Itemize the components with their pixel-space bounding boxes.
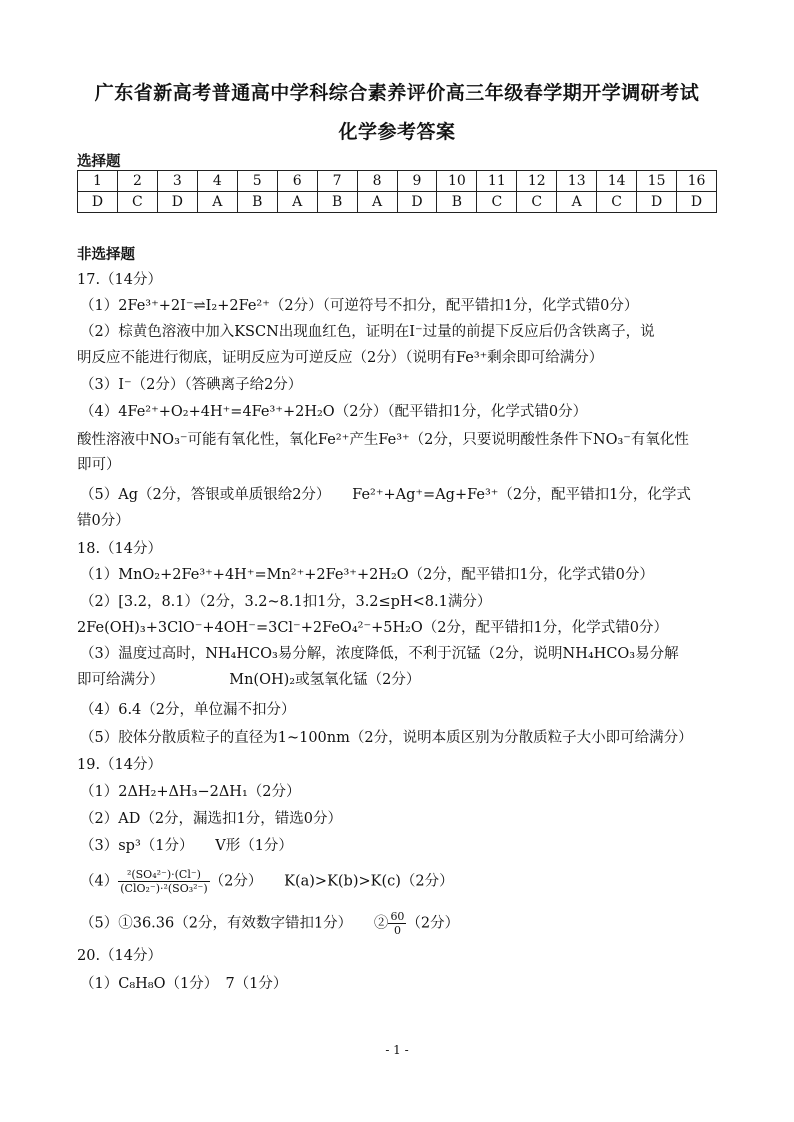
answer-table-answer-row [78, 192, 717, 213]
question-number-cell: 2 [117, 171, 157, 192]
q17-line: （3）I⁻（2分）（答碘离子给2分） [80, 377, 303, 393]
answer-cell: C [517, 192, 557, 213]
q19-line-fraction [80, 910, 730, 937]
answer-cell: D [677, 192, 717, 213]
page-subtitle: 化学参考答案 [338, 121, 456, 143]
q17-line: 酸性溶液中NO₃⁻可能有氧化性，氧化Fe²⁺产生Fe³⁺（2分，只要说明酸性条件下NO₃⁻有氧化性 [77, 432, 689, 448]
answer-cell: A [557, 192, 597, 213]
question-number-cell: 11 [477, 171, 517, 192]
q18-heading: 18.（14分） [77, 541, 163, 557]
q18-line: （3）温度过高时，NH₄HCO₃易分解，浓度降低，不利于沉锰（2分，说明NH₄HCO₃易分解 [80, 646, 679, 662]
question-number-cell: 15 [637, 171, 677, 192]
question-number-cell: 9 [397, 171, 437, 192]
answer-cell: D [157, 192, 197, 213]
question-number-cell: 14 [597, 171, 637, 192]
answer-cell: B [317, 192, 357, 213]
answer-cell: C [477, 192, 517, 213]
q19-line: （3）sp³（1分） V形（1分） [80, 838, 293, 854]
q19-5-text: （5）①36.36（2分，有效数字错扣1分） ② [80, 915, 389, 932]
q19-4-label: （4） [80, 873, 119, 890]
nonchoice-section-heading: 非选择题 [77, 246, 135, 263]
answer-cell: D [637, 192, 677, 213]
fraction-denominator: (ClO₂⁻)·²(SO₃²⁻) [120, 882, 208, 895]
equilibrium-constant-fraction [118, 868, 209, 895]
answer-cell: D [78, 192, 118, 213]
q18-line: （2）[3.2，8.1）（2分，3.2~8.1扣1分，3.2≤pH<8.1满分） [80, 594, 492, 610]
question-number-cell: 4 [197, 171, 237, 192]
fraction-denominator: 0 [393, 924, 401, 937]
answer-cell: B [437, 192, 477, 213]
answer-cell: B [237, 192, 277, 213]
answer-cell: A [357, 192, 397, 213]
answer-cell: C [597, 192, 637, 213]
q19-line-fraction [80, 868, 730, 895]
q18-line: （4）6.4（2分，单位漏不扣分） [80, 702, 296, 718]
q17-line: （5）Ag（2分，答银或单质银给2分） Fe²⁺+Ag⁺=Ag+Fe³⁺（2分，配平错扣1分，化学式 [80, 487, 691, 503]
question-number-cell: 12 [517, 171, 557, 192]
question-number-cell: 16 [677, 171, 717, 192]
question-number-cell: 1 [78, 171, 118, 192]
q19-4-text: （2分） K(a)>K(b)>K(c)（2分） [209, 873, 454, 890]
page-title: 广东省新高考普通高中学科综合素养评价高三年级春学期开学调研考试 [94, 82, 700, 104]
q20-line: （1）C₈H₈O（1分） 7（1分） [80, 976, 288, 992]
q17-line: 即可） [77, 457, 121, 473]
question-number-cell: 6 [277, 171, 317, 192]
fraction-numerator: 60 [390, 910, 405, 923]
q17-line: （1）2Fe³⁺+2I⁻⇌I₂+2Fe²⁺（2分）（可逆符号不扣分，配平错扣1分，化学式错0分） [80, 298, 639, 314]
question-number-cell: 13 [557, 171, 597, 192]
q19-line: （2）AD（2分，漏选扣1分，错选0分） [80, 811, 342, 827]
question-number-cell: 10 [437, 171, 477, 192]
answer-cell: A [197, 192, 237, 213]
q20-heading: 20.（14分） [77, 948, 163, 964]
answer-table [77, 170, 717, 213]
q19-line: （1）2ΔH₂+ΔH₃−2ΔH₁（2分） [80, 784, 301, 800]
question-number-cell: 5 [237, 171, 277, 192]
question-number-cell: 7 [317, 171, 357, 192]
q18-line: （5）胶体分散质粒子的直径为1~100nm（2分，说明本质区别为分散质粒子大小即可给满分） [80, 730, 693, 746]
q17-line: （2）棕黄色溶液中加入KSCN出现血红色，证明在I⁻过量的前提下反应后仍含铁离子，说 [80, 324, 655, 340]
q17-heading: 17.（14分） [77, 272, 163, 288]
question-number-cell: 3 [157, 171, 197, 192]
q18-line: （1）MnO₂+2Fe³⁺+4H⁺=Mn²⁺+2Fe³⁺+2H₂O（2分，配平错扣1分，化学式错0分） [80, 567, 654, 583]
answer-cell: C [117, 192, 157, 213]
q18-line: 2Fe(OH)₃+3ClO⁻+4OH⁻=3Cl⁻+2FeO₄²⁻+5H₂O（2分，配平错扣1分，化学式错0分） [77, 620, 668, 636]
answer-cell: D [397, 192, 437, 213]
page-number: - 1 - [385, 1043, 409, 1057]
q18-line: 即可给满分） Mn(OH)₂或氢氧化锰（2分） [77, 672, 421, 688]
answer-table-number-row [78, 171, 717, 192]
choice-section-heading: 选择题 [77, 153, 121, 170]
q19-5-points: （2分） [406, 915, 460, 932]
q19-heading: 19.（14分） [77, 757, 163, 773]
answer-cell: A [277, 192, 317, 213]
fraction-numerator: ²(SO₄²⁻)·(Cl⁻) [118, 868, 209, 882]
q17-line: （4）4Fe²⁺+O₂+4H⁺=4Fe³⁺+2H₂O（2分）（配平错扣1分，化学式错0分） [80, 404, 588, 420]
rate-fraction [388, 910, 406, 937]
q17-line: 错0分） [77, 513, 130, 529]
question-number-cell: 8 [357, 171, 397, 192]
q17-line: 明反应不能进行彻底，证明反应为可逆反应（2分）（说明有Fe³⁺剩余即可给满分） [77, 350, 604, 366]
